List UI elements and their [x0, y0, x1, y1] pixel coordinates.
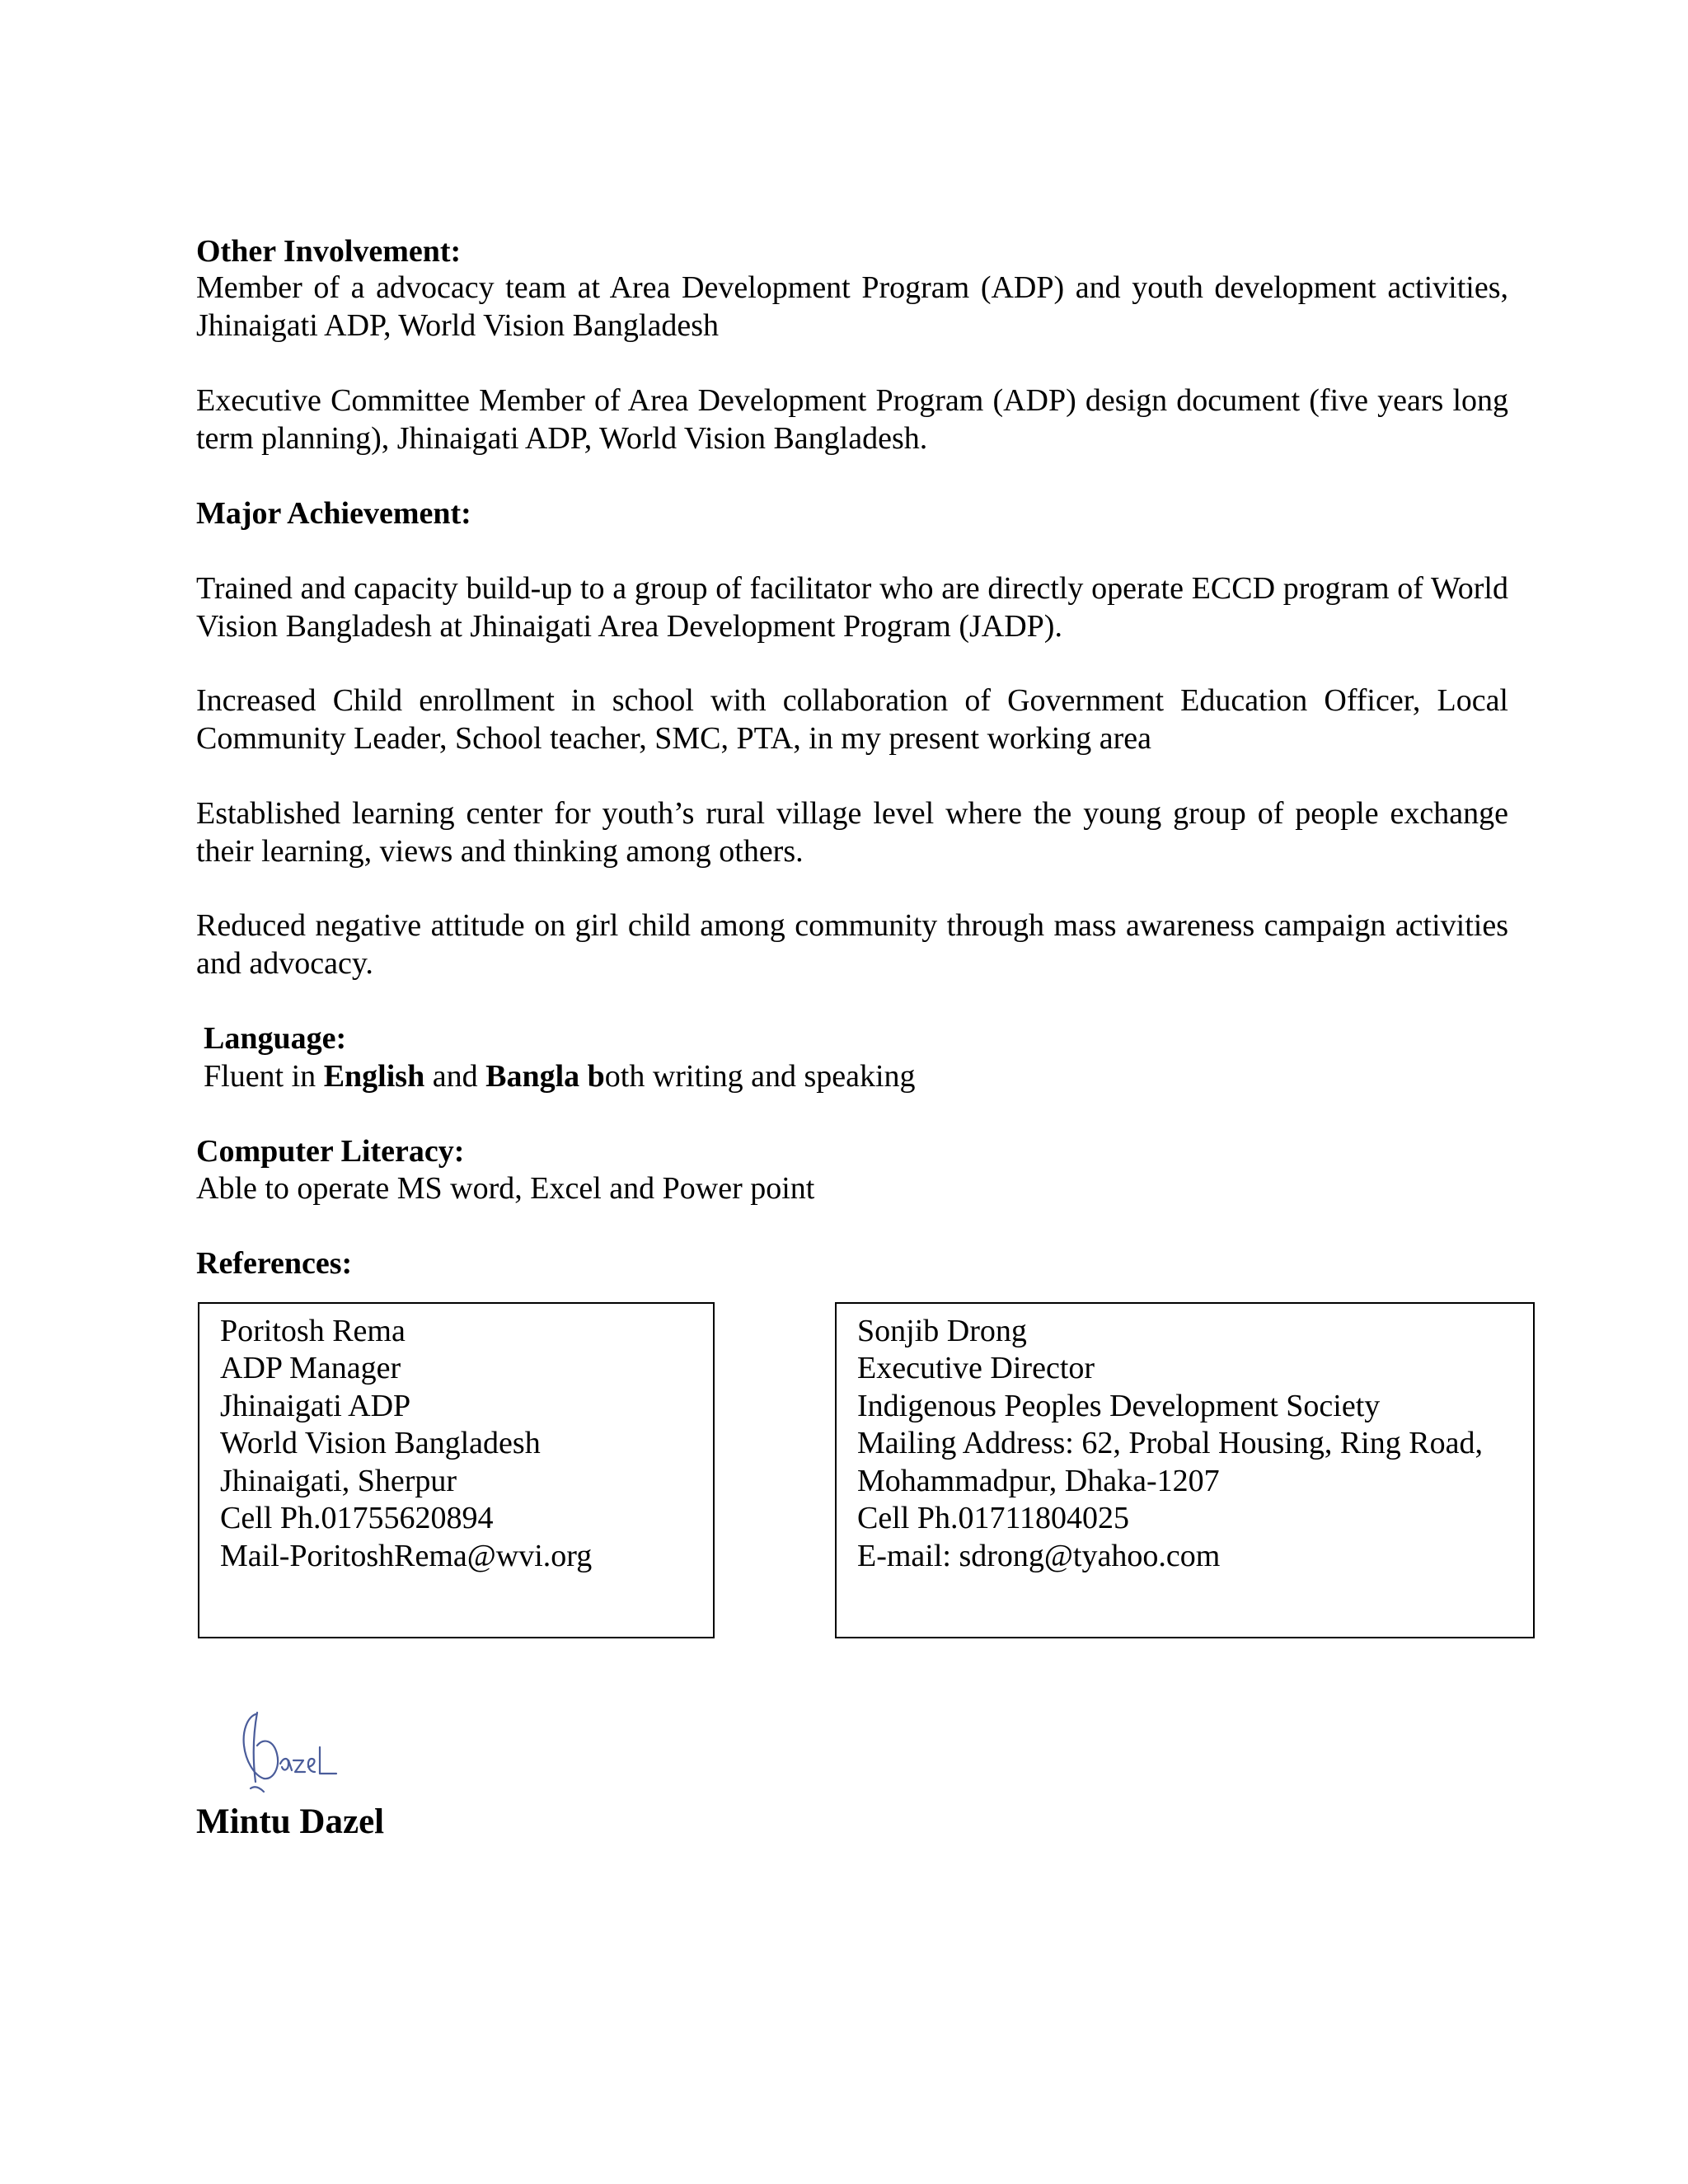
ref2-organization: Indigenous Peoples Development Society	[857, 1389, 1381, 1423]
ref2-name: Sonjib Drong	[857, 1314, 1027, 1348]
language-prefix: Fluent in	[204, 1059, 324, 1094]
language-english: English	[323, 1059, 425, 1094]
other-involvement-item-2: Executive Committee Member of Area Development Program (ADP) design document (five years long term planning), Jhinaigati ADP, World Vision Bangladesh.	[196, 383, 1508, 456]
ref1-office: Jhinaigati ADP	[220, 1389, 411, 1423]
computer-literacy-heading: Computer Literacy:	[196, 1134, 465, 1169]
ref1-title: ADP Manager	[220, 1351, 401, 1385]
achievement-item-3: Established learning center for youth’s rural village level where the young group of people exchange their learning, views and thinking among others.	[196, 796, 1508, 869]
computer-literacy-text: Able to operate MS word, Excel and Power point	[196, 1171, 815, 1206]
language-heading: Language:	[204, 1021, 347, 1056]
ref2-title: Executive Director	[857, 1351, 1095, 1385]
ref1-phone: Cell Ph.01755620894	[220, 1501, 494, 1535]
achievement-item-4: Reduced negative attitude on girl child among community through mass awareness campaign activities and advocacy.	[196, 908, 1508, 981]
signature-image	[239, 1706, 354, 1797]
language-text	[204, 1057, 916, 1095]
language-suffix: oth writing and speaking	[604, 1059, 916, 1094]
ref2-address-line-2: Mohammadpur, Dhaka-1207	[857, 1464, 1220, 1498]
language-bangla: Bangla b	[485, 1059, 605, 1094]
ref1-location: Jhinaigati, Sherpur	[220, 1464, 457, 1498]
reference-box-2	[835, 1302, 1535, 1638]
ref1-email: Mail-PoritoshRema@wvi.org	[220, 1539, 593, 1573]
references-heading: References:	[196, 1246, 353, 1281]
reference-box-1	[198, 1302, 715, 1638]
language-and: and	[424, 1059, 486, 1094]
ref2-address-line-1: Mailing Address: 62, Probal Housing, Ring Road,	[857, 1426, 1483, 1460]
other-involvement-item-1: Member of a advocacy team at Area Development Program (ADP) and youth development activities, Jhinaigati ADP, World Vision Bangladesh	[196, 270, 1508, 343]
ref1-name: Poritosh Rema	[220, 1314, 406, 1348]
achievement-item-1: Trained and capacity build-up to a group of facilitator who are directly operate ECCD program of World Vision Bangladesh at Jhinaigati Area Development Program (JADP).	[196, 571, 1508, 644]
ref2-email: E-mail: sdrong@tyahoo.com	[857, 1539, 1221, 1573]
signature-name: Mintu Dazel	[196, 1802, 385, 1841]
other-involvement-heading: Other Involvement:	[196, 234, 462, 269]
major-achievement-heading: Major Achievement:	[196, 496, 471, 531]
achievement-item-2: Increased Child enrollment in school with collaboration of Government Education Officer, Local Community Leader, School teacher, SMC, PTA, in my present working area	[196, 683, 1508, 756]
ref1-organization: World Vision Bangladesh	[220, 1426, 541, 1460]
ref2-phone: Cell Ph.01711804025	[857, 1501, 1130, 1535]
